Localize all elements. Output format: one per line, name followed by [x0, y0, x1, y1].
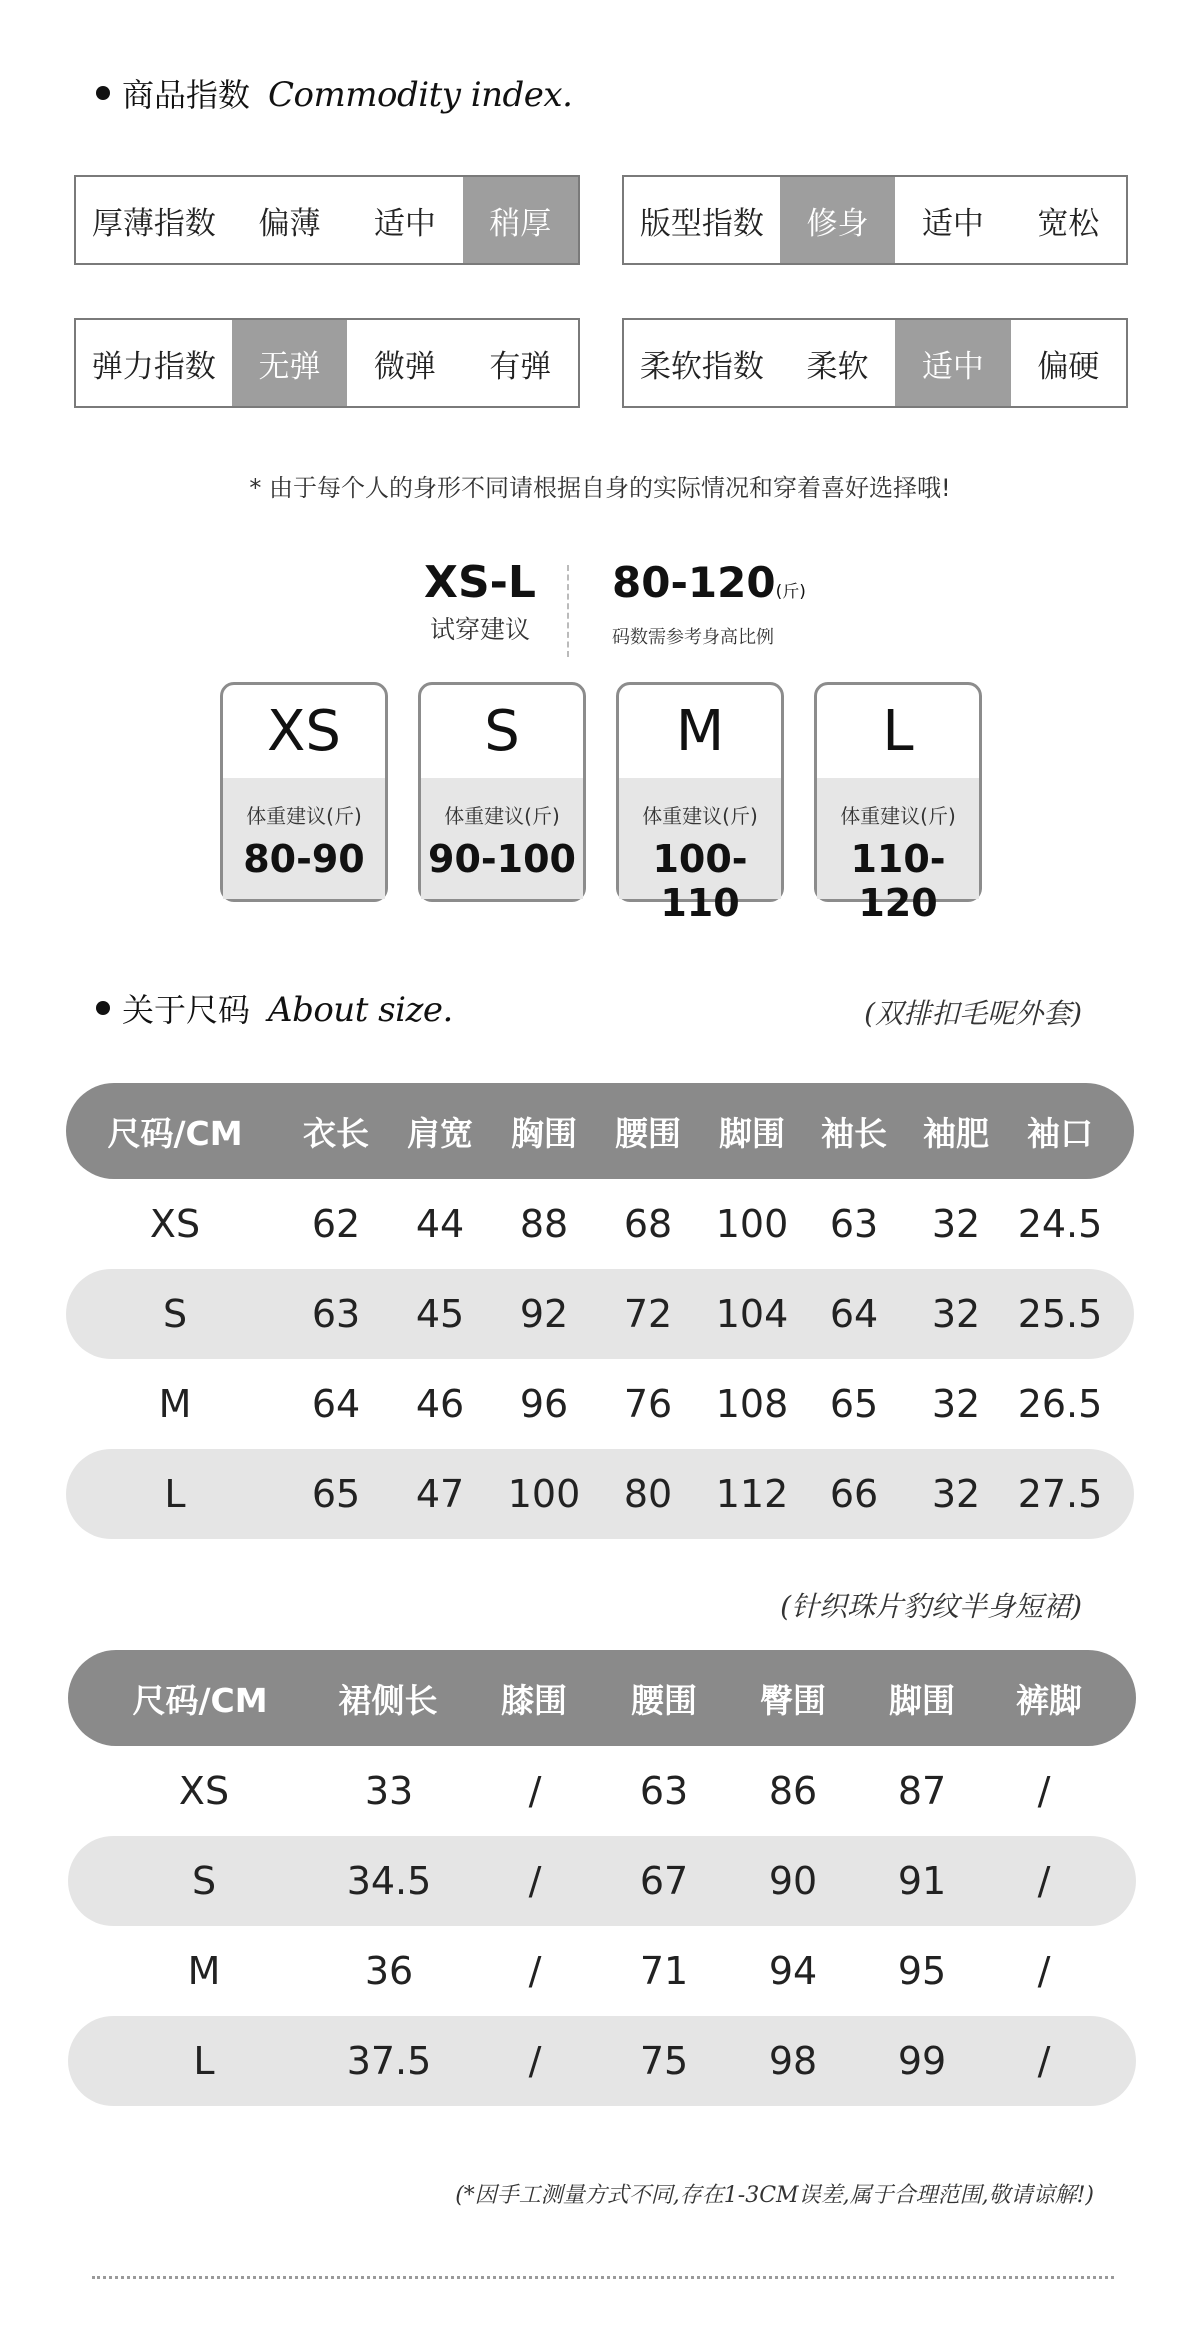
index-option: 适中 — [373, 205, 436, 242]
index-label: 厚薄指数 — [91, 205, 216, 242]
table-cell: S — [191, 1859, 217, 1903]
table-header-cell: 裤脚 — [1016, 1680, 1082, 1720]
table-cell: XS — [149, 1202, 201, 1246]
table-cell: 25.5 — [1017, 1292, 1103, 1336]
table-header-cell: 尺码/CM — [132, 1680, 268, 1720]
recommended-size — [400, 558, 560, 646]
index-option: 柔软 — [806, 348, 869, 385]
table-cell: 88 — [519, 1202, 569, 1246]
table-header-cell: 胸围 — [511, 1113, 577, 1153]
table-header-cell: 脚围 — [889, 1680, 955, 1720]
about-size-heading — [96, 985, 453, 1031]
table-header-cell: 裙侧长 — [338, 1680, 438, 1720]
table-cell: 72 — [623, 1292, 673, 1336]
table-cell: XS — [178, 1769, 230, 1813]
heading-zh: 商品指数 — [122, 76, 251, 114]
table-cell: 108 — [715, 1382, 789, 1426]
table-cell: 67 — [639, 1859, 689, 1903]
size-card-m — [616, 682, 784, 925]
divider — [567, 565, 569, 657]
table-cell: 96 — [519, 1382, 569, 1426]
table-cell: 27.5 — [1017, 1472, 1103, 1516]
table-cell: M — [187, 1949, 221, 1993]
table-cell: 47 — [415, 1472, 465, 1516]
measurement-footnote: (*因手工测量方式不同,存在1-3CM误差,属于合理范围,敬请谅解!) — [455, 2183, 1094, 2208]
size-card-size: S — [484, 699, 520, 764]
size-card-hint: 体重建议(斤) — [444, 804, 560, 828]
index-label: 柔软指数 — [639, 348, 764, 385]
size-card-hint: 体重建议(斤) — [840, 804, 956, 828]
table-cell: 94 — [768, 1949, 818, 1993]
index-option: 适中 — [895, 320, 1010, 406]
table-cell: 80 — [623, 1472, 673, 1516]
fit-notice: * 由于每个人的身形不同请根据自身的实际情况和穿着喜好选择哦! — [249, 474, 951, 502]
table-cell: / — [528, 1769, 542, 1813]
table-header-cell: 尺码/CM — [107, 1113, 243, 1153]
index-option: 偏硬 — [1037, 348, 1100, 385]
bullet-dot-icon — [96, 1001, 110, 1015]
table-cell: 86 — [768, 1769, 818, 1813]
table-row — [68, 2016, 1136, 2106]
table-header-cell: 衣长 — [303, 1113, 369, 1153]
commodity-index-heading — [96, 70, 572, 116]
index-option: 稍厚 — [463, 177, 578, 263]
index-fit — [622, 175, 1128, 265]
table-cell: 92 — [519, 1292, 569, 1336]
table-cell: 63 — [639, 1769, 689, 1813]
index-option: 适中 — [921, 205, 984, 242]
table-cell: M — [158, 1382, 192, 1426]
bullet-dot-icon — [96, 86, 110, 100]
size-card-hint: 体重建议(斤) — [246, 804, 362, 828]
size-card-hint: 体重建议(斤) — [642, 804, 758, 828]
table-row — [66, 1449, 1134, 1539]
table-header — [68, 1650, 1136, 1746]
table-cell: 32 — [931, 1202, 981, 1246]
table-cell: L — [193, 2039, 215, 2083]
table-cell: 32 — [931, 1292, 981, 1336]
table-cell: 91 — [897, 1859, 947, 1903]
table-cell: L — [164, 1472, 186, 1516]
index-option: 有弹 — [489, 348, 552, 385]
skirt-size-table — [68, 1650, 1136, 2106]
size-card-range: 80-90 — [243, 837, 365, 881]
table-cell: / — [1037, 1949, 1051, 1993]
table-cell: 32 — [931, 1472, 981, 1516]
table-cell: 68 — [623, 1202, 673, 1246]
table-cell: 62 — [311, 1202, 361, 1246]
table-row — [68, 1836, 1136, 1926]
table-cell: 64 — [311, 1382, 361, 1426]
index-option: 宽松 — [1037, 205, 1100, 242]
table-cell: 95 — [897, 1949, 947, 1993]
table-header-cell: 脚围 — [719, 1113, 785, 1153]
table-cell: / — [528, 1949, 542, 1993]
table-header-cell: 袖肥 — [923, 1113, 989, 1153]
weight-note: 码数需参考身高比例 — [612, 627, 774, 648]
dotted-divider — [92, 2276, 1114, 2279]
table-cell: 90 — [768, 1859, 818, 1903]
table-cell: 100 — [715, 1202, 789, 1246]
size-card-xs — [220, 682, 388, 902]
table-cell: 98 — [768, 2039, 818, 2083]
table-cell: / — [1037, 1769, 1051, 1813]
heading-zh: 关于尺码 — [122, 991, 251, 1029]
table-cell: 37.5 — [346, 2039, 432, 2083]
heading-en: About size. — [268, 990, 453, 1030]
recommended-size-value: XS-L — [424, 557, 536, 608]
index-option: 修身 — [780, 177, 895, 263]
table-cell: / — [528, 2039, 542, 2083]
size-card-range: 110-120 — [850, 837, 946, 925]
recommended-size-label: 试穿建议 — [429, 615, 530, 644]
heading-en: Commodity index. — [268, 75, 573, 115]
table-cell: / — [1037, 2039, 1051, 2083]
table-header-cell: 臀围 — [760, 1680, 826, 1720]
index-label: 版型指数 — [639, 205, 764, 242]
table-header-cell: 腰围 — [615, 1113, 681, 1153]
table-cell: 26.5 — [1017, 1382, 1103, 1426]
table-cell: 99 — [897, 2039, 947, 2083]
table-cell: 45 — [415, 1292, 465, 1336]
index-thickness — [74, 175, 580, 265]
index-label: 弹力指数 — [91, 348, 216, 385]
table-cell: 63 — [829, 1202, 879, 1246]
skirt-table-caption: (针织珠片豹纹半身短裙) — [780, 1590, 1082, 1623]
size-card-size: M — [675, 699, 725, 764]
coat-size-table — [66, 1083, 1134, 1539]
table-cell: 65 — [311, 1472, 361, 1516]
index-softness — [622, 318, 1128, 408]
weight-unit: (斤) — [775, 582, 806, 602]
table-cell: 71 — [639, 1949, 689, 1993]
table-cell: 100 — [507, 1472, 581, 1516]
recommended-weight-value: 80-120 — [612, 558, 776, 607]
table-header-cell: 腰围 — [631, 1680, 697, 1720]
table-cell: / — [528, 1859, 542, 1903]
size-card-range: 90-100 — [428, 837, 576, 881]
table-header-cell: 肩宽 — [407, 1113, 473, 1153]
size-card-size: L — [882, 699, 914, 764]
index-elasticity — [74, 318, 580, 408]
size-card-size: XS — [267, 699, 341, 764]
size-card-range: 100-110 — [652, 837, 748, 925]
table-cell: 66 — [829, 1472, 879, 1516]
table-cell: 64 — [829, 1292, 879, 1336]
size-card-s — [418, 682, 586, 902]
size-card-l — [814, 682, 982, 925]
table-cell: / — [1037, 1859, 1051, 1903]
coat-table-caption: (双排扣毛呢外套) — [864, 997, 1082, 1030]
table-row — [68, 1746, 1136, 1836]
table-cell: 104 — [715, 1292, 789, 1336]
table-cell: 32 — [931, 1382, 981, 1426]
table-cell: 34.5 — [346, 1859, 432, 1903]
table-header-cell: 袖长 — [821, 1113, 887, 1153]
index-option: 偏薄 — [258, 205, 321, 242]
table-row — [66, 1269, 1134, 1359]
table-cell: 63 — [311, 1292, 361, 1336]
table-cell: 75 — [639, 2039, 689, 2083]
table-row — [66, 1179, 1134, 1269]
index-option: 无弹 — [232, 320, 347, 406]
table-row — [66, 1359, 1134, 1449]
table-cell: 44 — [415, 1202, 465, 1246]
table-cell: 65 — [829, 1382, 879, 1426]
table-header-cell: 膝围 — [501, 1680, 567, 1720]
table-cell: 33 — [364, 1769, 414, 1813]
table-header-cell: 袖口 — [1027, 1113, 1093, 1153]
table-row — [68, 1926, 1136, 2016]
table-cell: 36 — [364, 1949, 414, 1993]
table-header — [66, 1083, 1134, 1179]
table-cell: 112 — [715, 1472, 789, 1516]
table-cell: 46 — [415, 1382, 465, 1426]
table-cell: S — [162, 1292, 188, 1336]
table-cell: 76 — [623, 1382, 673, 1426]
table-cell: 87 — [897, 1769, 947, 1813]
table-cell: 24.5 — [1017, 1202, 1103, 1246]
index-option: 微弹 — [373, 348, 436, 385]
recommended-weight — [612, 558, 806, 649]
